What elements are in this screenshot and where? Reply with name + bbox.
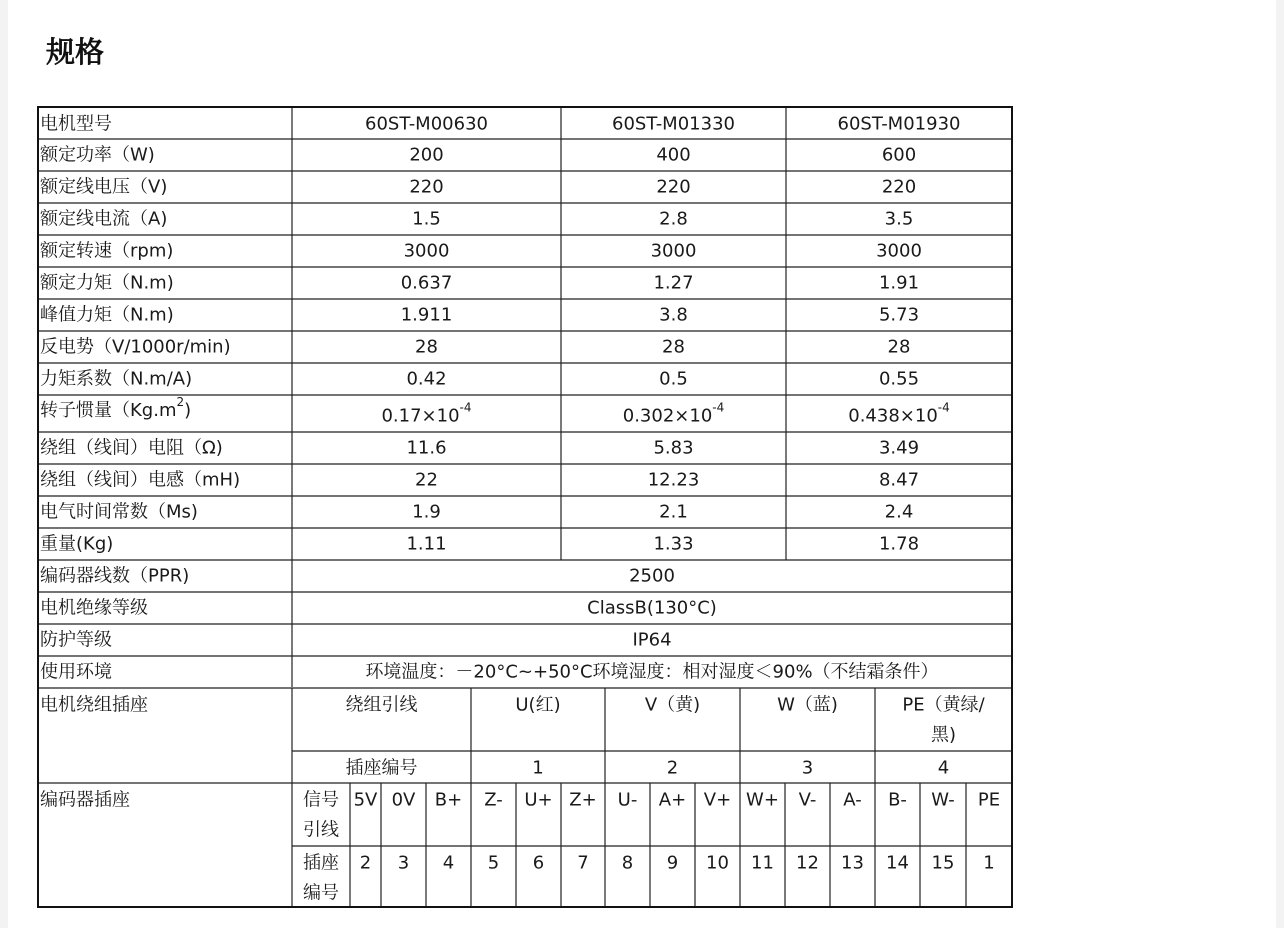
spec-value: 28 — [415, 336, 438, 358]
encoder-pin: 4 — [442, 852, 455, 874]
spec-value: 5.83 — [653, 437, 694, 459]
encoder-pin: 15 — [931, 852, 955, 874]
spec-value: 1.78 — [878, 533, 920, 555]
encoder-pin: 8 — [621, 852, 634, 874]
merged-value: IP64 — [632, 629, 672, 651]
row-label: 反电势（V/1000r/min) — [40, 336, 231, 358]
model-name: 60ST-M01930 — [837, 113, 961, 135]
pin-label: 编号 — [303, 882, 339, 904]
spec-value: 2.1 — [659, 501, 688, 523]
page-title: 规格 — [46, 35, 105, 69]
winding-lead: W（蓝) — [777, 694, 838, 716]
row-label: 额定转速（rpm) — [40, 240, 174, 262]
row-label: 力矩系数（N.m/A) — [40, 368, 193, 390]
encoder-pin: 3 — [397, 852, 410, 874]
spec-value: 600 — [881, 144, 917, 166]
row-label: 使用环境 — [40, 661, 112, 683]
spec-value: 3000 — [876, 240, 922, 262]
spec-value: 3.49 — [878, 437, 920, 459]
spec-value: 1.91 — [878, 272, 920, 294]
row-label: 绕组（线间）电感（mH) — [40, 469, 241, 491]
socket-number: 1 — [532, 757, 544, 779]
winding-lead: U(红) — [515, 694, 561, 716]
spec-value: 0.42 — [406, 368, 447, 390]
socket-number-label: 插座编号 — [345, 757, 418, 779]
spec-value: 0.5 — [659, 368, 688, 390]
spec-value: 3.8 — [659, 304, 688, 326]
row-label: 编码器线数（PPR) — [40, 565, 190, 587]
encoder-pin: 1 — [983, 852, 995, 874]
row-label: 额定线电流（A) — [40, 208, 168, 230]
winding-lead: V（黄) — [644, 694, 701, 716]
row-label: 峰值力矩（N.m) — [40, 304, 174, 326]
spec-value: 2.8 — [659, 208, 688, 230]
encoder-pin: 2 — [359, 852, 372, 874]
encoder-signal: B- — [888, 789, 907, 811]
spec-value: 220 — [656, 176, 691, 198]
encoder-pin: 14 — [886, 852, 909, 874]
row-label: 电机绕组插座 — [40, 694, 148, 716]
row-label: 转子惯量$(Kg.m^2)$ — [40, 395, 192, 421]
encoder-signal: Z- — [484, 789, 503, 811]
spec-value: 1.911 — [400, 304, 453, 326]
merged-value: 环境温度：－20°C~+50°C环境湿度：相对湿度＜90%（不结霜条件） — [365, 661, 939, 683]
encoder-pin: 5 — [487, 852, 500, 874]
spec-value: 5.73 — [878, 304, 920, 326]
spec-value: 11.6 — [406, 437, 447, 459]
encoder-signal: V+ — [703, 789, 732, 811]
socket-number: 2 — [666, 757, 679, 779]
spec-value: 3.5 — [884, 208, 914, 230]
row-label: 防护等级 — [40, 629, 112, 651]
signal-label: 引线 — [303, 819, 339, 841]
encoder-signal: B+ — [434, 789, 463, 811]
encoder-signal: PE — [977, 789, 1001, 811]
spec-value: 1.33 — [653, 533, 694, 555]
spec-value: 1.11 — [406, 533, 447, 555]
pin-label: 插座 — [303, 852, 339, 874]
row-label: 绕组（线间）电阻（Ω) — [40, 437, 223, 459]
spec-value: 1.5 — [412, 208, 441, 230]
winding-lead-pe: 黑) — [930, 724, 957, 746]
encoder-signal: V- — [798, 789, 817, 811]
row-label: 重量(Kg) — [40, 533, 114, 555]
spec-value: 3000 — [650, 240, 697, 262]
spec-value: 1.27 — [653, 272, 694, 294]
spec-value: 12.23 — [647, 469, 700, 491]
winding-lead-label: 绕组引线 — [345, 694, 418, 716]
spec-value: 400 — [656, 144, 691, 166]
signal-label: 信号 — [303, 789, 339, 811]
socket-number: 3 — [801, 757, 814, 779]
spec-value: 28 — [887, 336, 911, 358]
socket-number: 4 — [937, 757, 950, 779]
row-label: 额定力矩（N.m) — [40, 272, 174, 294]
encoder-pin: 6 — [532, 852, 545, 874]
row-label: 额定线电压（V) — [40, 176, 168, 198]
merged-value: 2500 — [629, 565, 675, 587]
spec-value: 220 — [409, 176, 444, 198]
spec-value: 1.9 — [412, 501, 441, 523]
encoder-signal: 0V — [391, 789, 416, 811]
spec-value: 22 — [415, 469, 438, 491]
encoder-signal: W- — [931, 789, 955, 811]
row-label: 编码器插座 — [40, 789, 130, 811]
row-label: 电气时间常数（Ms) — [40, 501, 198, 523]
spec-value: 2.4 — [884, 501, 914, 523]
encoder-signal: U- — [617, 789, 638, 811]
row-label: 额定功率（W) — [40, 144, 155, 166]
spec-value: 0.637 — [400, 272, 453, 294]
merged-value: ClassB(130°C) — [587, 597, 717, 619]
encoder-signal: A- — [843, 789, 862, 811]
table-cells — [40, 114, 1000, 904]
winding-lead-pe: PE（黄绿/ — [902, 694, 985, 716]
encoder-pin: 12 — [796, 852, 819, 874]
model-name: 60ST-M00630 — [365, 113, 488, 135]
encoder-signal: A+ — [658, 789, 687, 811]
spec-value: 8.47 — [878, 469, 920, 491]
model-name: 60ST-M01330 — [612, 113, 735, 135]
encoder-pin: 11 — [751, 852, 774, 874]
encoder-pin: 9 — [666, 852, 679, 874]
encoder-signal: Z+ — [569, 789, 597, 811]
row-label: 电机绝缘等级 — [40, 597, 148, 619]
spec-value: 200 — [409, 144, 444, 166]
spec-value: 3000 — [403, 240, 450, 262]
spec-value: $0.438\times 10^{-4}$ — [848, 400, 950, 426]
spec-value: 0.55 — [878, 368, 920, 390]
spec-value: 28 — [662, 336, 685, 358]
encoder-signal: W+ — [746, 789, 779, 811]
spec-value: $0.17\times 10^{-4}$ — [381, 400, 472, 426]
encoder-pin: 7 — [577, 852, 589, 874]
spec-value: $0.302\times 10^{-4}$ — [622, 400, 725, 426]
encoder-pin: 13 — [841, 852, 864, 874]
spec-value: 220 — [881, 176, 917, 198]
encoder-pin: 10 — [706, 852, 729, 874]
encoder-signal: 5V — [353, 789, 378, 811]
row-label: 电机型号 — [40, 113, 112, 135]
encoder-signal: U+ — [524, 789, 553, 811]
